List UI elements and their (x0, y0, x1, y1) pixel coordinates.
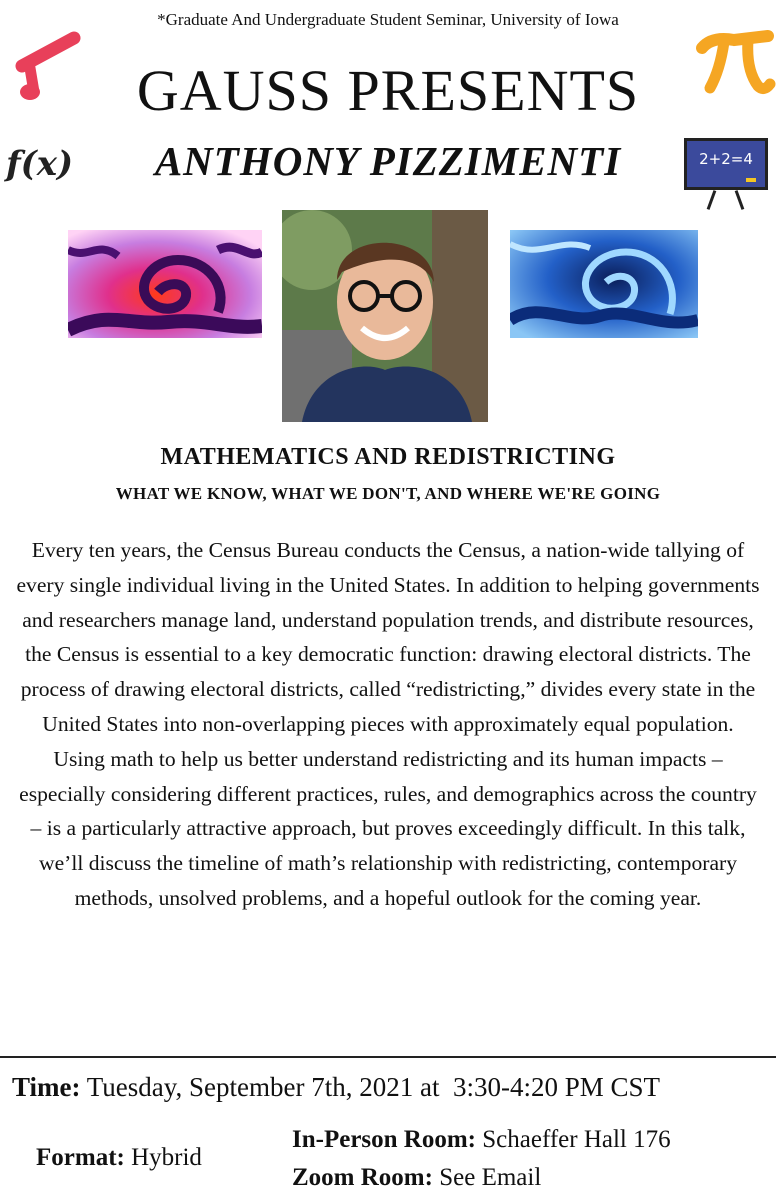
abstract-text: Every ten years, the Census Bureau conducts the Census, a nation-wide tallying of every single individual living in the United States. In addition to helping governments and researchers manage land, understand population trends, and distribute resources, the Census is essential to a key democratic function: drawing electoral districts. The process of drawing electoral districts, called “redistricting,” divides every state in the United States into non-overlapping pieces with approximately equal population. Using math to help us better understand redistricting and its human impacts – especially considering different practices, rules, and demographics across the country – is a particularly attractive approach, but proves exceedingly difficult. In this talk, we’ll discuss the timeline of math’s relationship with redistricting, contemporary methods, unsolved problems, and a hopeful outlook for the coming year. (16, 538, 760, 910)
format-label: Format: (36, 1144, 125, 1171)
page-title: GAUSS PRESENTS (136, 58, 640, 123)
talk-subtitle: WHAT WE KNOW, WHAT WE DON'T, AND WHERE WE'RE GOING (115, 484, 661, 503)
room-row (292, 1126, 671, 1154)
fractal-image-right (510, 230, 698, 338)
divider (0, 1056, 776, 1058)
zoom-row (292, 1164, 541, 1192)
blackboard-text: 2+2=4 (699, 150, 753, 168)
fx-icon: f(x) (6, 144, 74, 184)
time-row (12, 1072, 660, 1103)
talk-title: MATHEMATICS AND REDISTRICTING (160, 444, 616, 470)
format-value: Hybrid (131, 1144, 202, 1171)
format-row (36, 1144, 202, 1172)
time-label: Time: (12, 1072, 81, 1102)
zoom-label: Zoom Room: (292, 1164, 433, 1191)
seminar-line: *Graduate And Undergraduate Student Seminar, University of Iowa (157, 10, 619, 29)
fractal-image-left (68, 230, 262, 338)
zoom-value: See Email (439, 1164, 542, 1191)
speaker-name: ANTHONY PIZZIMENTI (154, 138, 622, 184)
time-value: Tuesday, September 7th, 2021 at 3:30-4:20 PM CST (86, 1072, 661, 1102)
room-label: In-Person Room: (292, 1126, 477, 1153)
room-value: Schaeffer Hall 176 (482, 1126, 671, 1153)
speaker-portrait (282, 210, 488, 422)
